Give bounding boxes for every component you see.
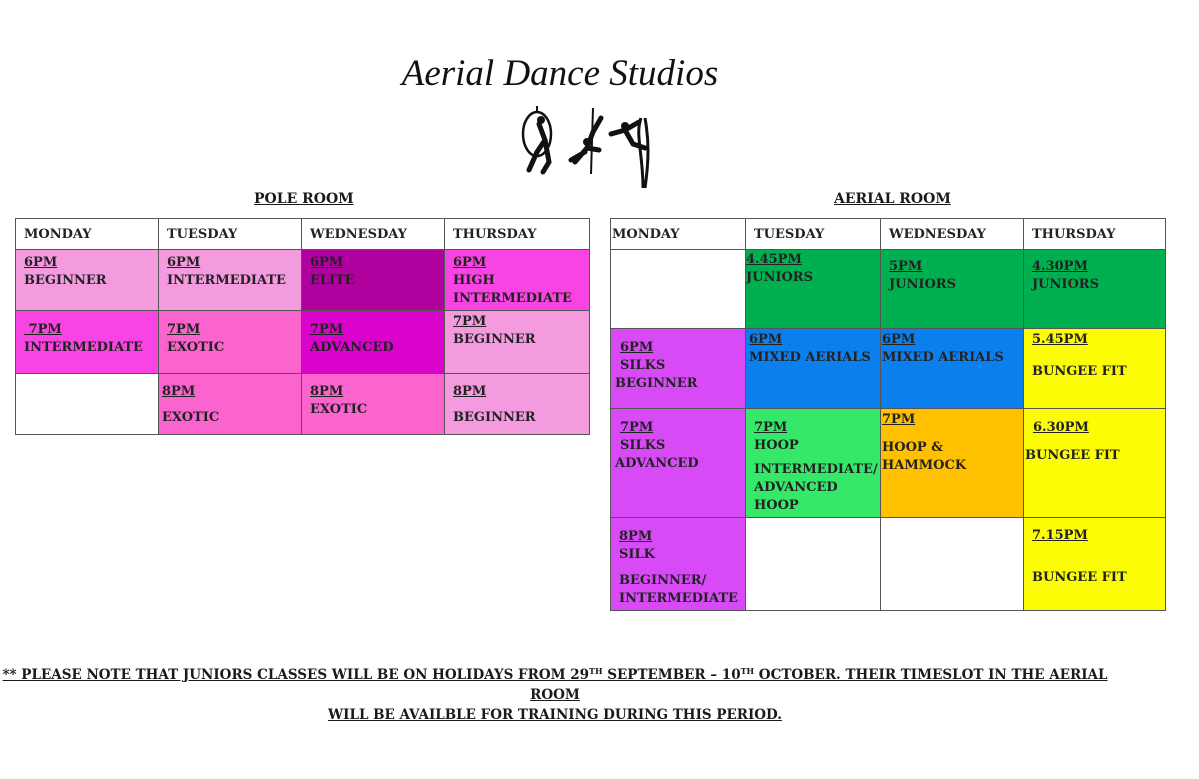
class-name: EXOTIC (167, 340, 225, 355)
table-row (611, 329, 1166, 409)
table-row (16, 250, 590, 311)
class-name: ADVANCED (310, 340, 394, 355)
class-name: BEGINNER (453, 332, 536, 347)
aerial-room-title: AERIAL ROOM (834, 191, 951, 207)
class-time: 5PM (889, 259, 923, 274)
class-name: INTERMEDIATE (619, 591, 738, 606)
notice-text: WILL BE AVAILBLE FOR TRAINING DURING THIS PERIOD. (327, 707, 782, 723)
class-name: EXOTIC (310, 402, 368, 417)
notice-text: ** PLEASE NOTE THAT JUNIORS CLASSES WILL BE ON HOLIDAYS FROM 29 (2, 667, 590, 683)
class-name: BEGINNER (615, 376, 698, 391)
class-name: BUNGEE FIT (1032, 364, 1127, 379)
class-name: JUNIORS (1032, 277, 1099, 292)
class-name: MIXED AERIALS (882, 350, 1004, 365)
notice-superscript: TH (740, 666, 755, 676)
class-cell (16, 374, 159, 435)
table-row (611, 250, 1166, 329)
class-name: HIGH (453, 273, 495, 288)
class-name: MIXED AERIALS (749, 350, 871, 365)
class-time: 4.30PM (1032, 259, 1088, 274)
day-header: MONDAY (16, 219, 159, 250)
day-header: TUESDAY (746, 219, 881, 250)
class-cell (611, 250, 746, 329)
class-cell (159, 311, 302, 374)
table-row (611, 409, 1166, 518)
class-cell (445, 250, 590, 311)
day-header: THURSDAY (1024, 219, 1166, 250)
pole-room-timetable (15, 218, 590, 435)
class-name: BEGINNER (24, 273, 107, 288)
pole-room-title: POLE ROOM (254, 191, 354, 207)
holiday-notice (0, 665, 1110, 725)
class-time: 6PM (882, 332, 916, 347)
class-time: 7PM (310, 322, 344, 337)
class-name: HOOP & HAMMOCK (882, 440, 967, 473)
class-name: ADVANCED (615, 456, 699, 471)
class-name: INTERMEDIATE (453, 291, 572, 306)
table-header-row (611, 219, 1166, 250)
class-time: 5.45PM (1032, 332, 1088, 347)
class-time: 7PM (754, 420, 788, 435)
class-cell (445, 374, 590, 435)
class-name: SILKS (620, 438, 666, 453)
class-name: BUNGEE FIT (1032, 570, 1127, 585)
class-time: 6PM (167, 255, 201, 270)
class-name: HOOP (754, 438, 799, 453)
class-cell (16, 311, 159, 374)
class-time: 7PM (453, 314, 487, 329)
class-time: 7PM (882, 412, 916, 427)
class-name: ADVANCED (754, 480, 838, 495)
aerial-dancers-logo (515, 104, 655, 190)
class-cell (881, 250, 1024, 329)
class-cell (159, 250, 302, 311)
class-cell (881, 518, 1024, 611)
class-time: 8PM (453, 384, 487, 399)
class-name: HOOP (754, 498, 799, 513)
class-cell (1024, 518, 1166, 611)
day-header: WEDNESDAY (302, 219, 445, 250)
day-header: TUESDAY (159, 219, 302, 250)
class-name: INTERMEDIATE (24, 340, 143, 355)
class-time: 4.45PM (746, 252, 802, 267)
class-cell (159, 374, 302, 435)
class-name: EXOTIC (162, 410, 220, 425)
page-title: Aerial Dance Studios (401, 53, 719, 94)
class-cell (746, 409, 881, 518)
notice-superscript: TH (589, 666, 603, 676)
class-name: SILK (619, 547, 655, 562)
class-name: SILKS (620, 358, 666, 373)
class-time: 6.30PM (1033, 420, 1089, 435)
class-name: BEGINNER (453, 410, 536, 425)
class-name: INTERMEDIATE (167, 273, 286, 288)
class-cell (445, 311, 590, 374)
class-time: 6PM (310, 255, 344, 270)
class-cell (1024, 409, 1166, 518)
class-cell (1024, 329, 1166, 409)
class-cell (611, 329, 746, 409)
class-cell (881, 409, 1024, 518)
class-cell (746, 250, 881, 329)
class-time: 8PM (162, 384, 196, 399)
day-header: THURSDAY (445, 219, 590, 250)
class-time: 8PM (619, 529, 653, 544)
table-row (16, 311, 590, 374)
class-time: 6PM (453, 255, 487, 270)
table-row (611, 518, 1166, 611)
class-cell (611, 409, 746, 518)
class-cell (1024, 250, 1166, 329)
class-cell (16, 250, 159, 311)
class-name: ELITE (310, 273, 355, 288)
class-name: BEGINNER/ (619, 573, 707, 588)
notice-text: OCTOBER. THEIR TIMESLOT IN THE AERIAL ROOM (530, 667, 1108, 703)
class-time: 7PM (167, 322, 201, 337)
class-time: 7PM (620, 420, 654, 435)
aerial-room-timetable (610, 218, 1166, 611)
day-header: MONDAY (611, 219, 746, 250)
class-time: 6PM (24, 255, 58, 270)
notice-text: SEPTEMBER – 10 (602, 667, 741, 683)
class-cell (302, 250, 445, 311)
class-name: JUNIORS (889, 277, 956, 292)
class-time: 7PM (24, 322, 62, 337)
class-time: 6PM (749, 332, 783, 347)
class-cell (881, 329, 1024, 409)
class-cell (611, 518, 746, 611)
class-cell (302, 374, 445, 435)
class-time: 8PM (310, 384, 344, 399)
class-name: JUNIORS (746, 270, 813, 285)
class-name: BUNGEE FIT (1025, 448, 1120, 463)
table-header-row (16, 219, 590, 250)
class-time: 7.15PM (1032, 528, 1088, 543)
table-row (16, 374, 590, 435)
class-time: 6PM (620, 340, 654, 355)
class-cell (302, 311, 445, 374)
class-cell (746, 329, 881, 409)
day-header: WEDNESDAY (881, 219, 1024, 250)
class-name: INTERMEDIATE/ (754, 462, 878, 477)
class-cell (746, 518, 881, 611)
